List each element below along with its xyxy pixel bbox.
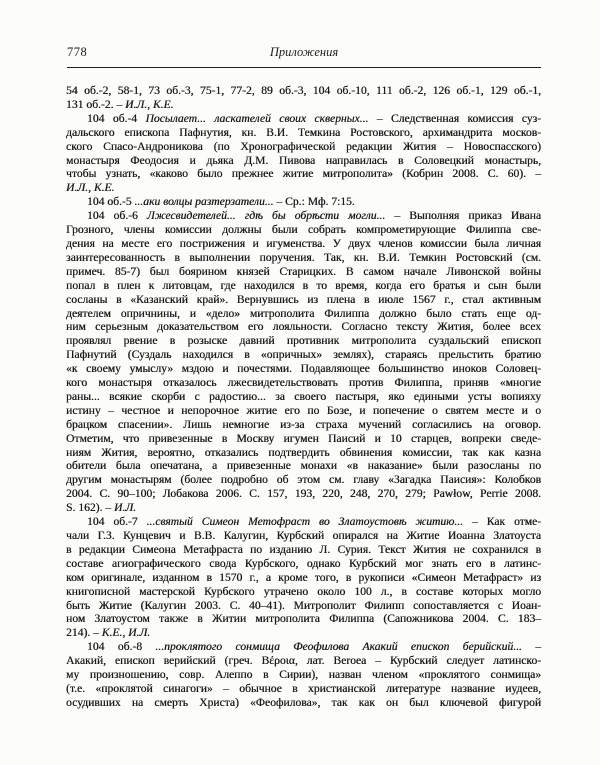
text-line <box>66 84 541 98</box>
text-line <box>66 251 541 265</box>
text-line <box>66 668 541 682</box>
text-line <box>66 473 541 487</box>
quoted-lemma: ...святый Симеон Метофраст во Златоустовѣ житию... <box>146 515 463 529</box>
text-line <box>66 432 541 446</box>
paragraph <box>66 112 541 195</box>
text-line <box>66 195 541 209</box>
text-line <box>66 181 541 195</box>
text-run: ном Златоустом также в Житии митрополита Филиппа (Сапожникова 2004. С. 183– <box>66 612 541 626</box>
text-line <box>66 362 541 376</box>
paragraph <box>66 640 541 710</box>
text-run: ского Спасо-Андроникова (по Хронографической редакции Жития – Новоспасского) <box>66 139 541 153</box>
text-line <box>66 626 541 640</box>
quoted-lemma: Посылает... ласкателей своих скверных... <box>145 111 369 125</box>
text-line <box>66 501 541 515</box>
text-line <box>66 515 541 529</box>
text-run: 104 об.-6 <box>87 209 147 223</box>
paragraph <box>66 84 541 112</box>
text-line <box>66 543 541 557</box>
text-run: попал в плен к литовцам, где находился в то время, когда его братья и сын были <box>66 278 541 292</box>
text-run: чали Г.З. Кунцевич и В.В. Калугин, Курбский опирался на Житие Иоанна Златоуста <box>66 529 541 542</box>
running-title: Приложения <box>269 45 339 59</box>
text-line <box>66 404 541 418</box>
text-run: 104 об.-7 <box>87 515 147 529</box>
quoted-lemma: И.Л. <box>114 501 137 515</box>
text-line <box>66 376 541 390</box>
text-run: 54 об.-2, 58-1, 73 об.-3, 75-1, 77-2, 89 об.-3, 104 об.-10, 111 об.-2, 126 об.-1, 129 об.-1, <box>66 84 541 97</box>
text-run: чтобы узнать, «каково было прежнее житие митрополита» (Кобрин 2008. С. 60). – <box>66 167 541 181</box>
text-line <box>66 126 541 140</box>
text-line <box>66 265 541 279</box>
text-line <box>66 154 541 168</box>
text-line <box>66 334 541 348</box>
quoted-lemma: К.Е., И.Л. <box>101 626 151 640</box>
text-run: – Выполняя приказ Ивана <box>385 209 541 223</box>
text-line <box>66 209 541 223</box>
text-run: 214). – <box>66 626 102 640</box>
text-line <box>66 487 541 501</box>
text-run: составе агиографического свода Курбского, однако Курбский мог знать его в латинс- <box>66 556 541 570</box>
quoted-lemma: ...проклятого сонмища Феофилова Акакий епископ берийский... <box>155 640 522 654</box>
quoted-lemma: И.Л., К.Е. <box>66 181 115 195</box>
paragraph <box>66 195 541 209</box>
text-run: осудивших на смерть Христа) «Феофилова», так как он был ключевой фигурой <box>66 695 541 709</box>
text-run: дальского епископа Пафнутия, кн. В.И. Темкина Ростовского, архимандрита москов- <box>66 125 541 139</box>
text-run: му произношению, совр. Алеппо в Сирии), назван членом «проклятого сонмища» <box>66 668 541 682</box>
text-run: 131 об.-2. – <box>66 97 126 111</box>
commentary-text <box>66 84 541 710</box>
text-run: ниям Жития, вероятно, отказались подтвердить обвинения комиссии, так как казна <box>66 445 541 459</box>
text-run: ним серьезным доказательством его лояльности. Согласно тексту Жития, более всех <box>66 320 541 334</box>
text-run: брацком спасении». Лишь немногие из-за страха мучений согласились на оговор. <box>66 417 541 431</box>
text-run: 2004. С. 90–100; Лобакова 2006. С. 157, 193, 220, 248, 270, 279; Pawłow, Perrie 2008. <box>66 487 541 501</box>
paragraph <box>66 209 541 515</box>
text-line <box>66 348 541 362</box>
text-run: Акакий, епископ верийский (греч. Βέροια, лат. Beroea – Курбский следует латинско- <box>66 654 541 668</box>
text-line <box>66 446 541 460</box>
text-run: заинтересованность в выполнении поручения. Так, кн. В.И. Темкин Ростовский (см. <box>66 250 541 264</box>
text-run: другим монастырям (более подробно об этом см. главу «Загадка Паисия»: Колобков <box>66 473 541 487</box>
text-line <box>66 167 541 181</box>
text-line <box>66 223 541 237</box>
text-run: обители была опечатана, а привезенные монахи «в наказание» были разосланы по <box>66 459 541 473</box>
text-run: примеч. 85-7) был боярином князей Старицких. В самом начале Ливонской войны <box>66 264 541 278</box>
text-line <box>66 599 541 613</box>
text-run: истину – честное и непорочное житие его по Бозе, и попечение о святем месте и о <box>66 403 541 417</box>
text-line <box>66 682 541 696</box>
text-run: «к своему умыслу» мздою и почестями. Подавляющее большинство иноков Соловец- <box>66 362 541 376</box>
text-line <box>66 293 541 307</box>
text-run: S. 162). – <box>66 501 114 515</box>
text-line <box>66 237 541 251</box>
text-line <box>66 571 541 585</box>
text-run: (т.е. «проклятой синагоги» – обычное в христианской литературе название иудеев, <box>66 681 541 695</box>
text-line <box>66 585 541 599</box>
text-line <box>66 696 541 710</box>
quoted-lemma: ...аки волцы разтерзатели... <box>134 195 274 209</box>
text-run: в редакции Симеона Метафраста по изданию Л. Сурия. Текст Жития не сохранился в <box>66 542 541 556</box>
text-run: – Ср.: Мф. 7:15. <box>273 195 355 209</box>
text-run: книгописной мастерской Курбского утрачено около 100 л., в составе которых могло <box>66 584 541 598</box>
page-header <box>67 45 541 63</box>
paragraph <box>66 515 541 640</box>
text-line <box>66 279 541 293</box>
text-run: деятелем опричнины, и «дело» митрополита Филиппа должно было стать еще од- <box>66 306 541 320</box>
quoted-lemma: Лжесвидетелей... гдѣ бы обрѣсти могли... <box>146 209 386 223</box>
text-run: 104 об.-8 <box>87 640 156 654</box>
text-run: кого монастыря отказалось лжесвидетельствовать против Филиппа, приняв «многие <box>66 376 541 390</box>
text-run: – <box>521 640 541 654</box>
text-line <box>66 140 541 154</box>
text-run: монастыря Феодосия и дьяка Д.М. Пивова направилась в Соловецкий монастырь, <box>66 153 541 167</box>
text-run: 104 об.-4 <box>87 111 146 125</box>
text-run: – Следственная комиссия суз- <box>368 111 541 125</box>
text-line <box>66 390 541 404</box>
text-line <box>66 98 541 112</box>
text-run: 104 об.-5 <box>87 195 135 209</box>
text-line <box>66 459 541 473</box>
text-run: сосланы в «Казанский край». Вернувшись из плена в июле 1567 г., стал активным <box>66 292 541 306</box>
text-run: Отметим, что привезенные в Москву игумен Паисий и 10 старцев, вопреки сведе- <box>66 431 541 445</box>
text-run: проявлял рвение в розыске давний противник митрополита суздальский епископ <box>66 334 541 348</box>
text-run: ком оригинале, изданном в 1570 г., а кроме того, в рукописи «Симеон Метафраст» из <box>66 570 541 584</box>
text-run: быть Житие (Калугин 2003. С. 40–41). Митрополит Филипп сопоставляется с Иоан- <box>66 598 541 612</box>
text-line <box>66 557 541 571</box>
text-line <box>66 529 541 543</box>
page-number: 778 <box>67 45 88 59</box>
text-run: Пафнутий (Суздаль находился в «опричных» землях), стараясь прельстить братию <box>66 348 541 362</box>
text-run: дения на месте его пострижения и игуменства. У двух членов комиссии была личная <box>66 236 541 250</box>
header-rule <box>67 67 541 68</box>
text-line <box>66 418 541 432</box>
text-line <box>66 320 541 334</box>
text-line <box>66 307 541 321</box>
text-line <box>66 640 541 654</box>
text-run: Грозного, члены комиссии должны были собрать компрометирующие Филиппа све- <box>66 223 541 237</box>
text-line <box>66 612 541 626</box>
quoted-lemma: И.Л., К.Е. <box>125 97 174 111</box>
text-run: – Как отме- <box>462 515 541 529</box>
text-line <box>66 112 541 126</box>
text-run: раны... всякие скорби с радостию... за своего пастыря, яко едиными усты вопияху <box>66 389 541 403</box>
text-line <box>66 654 541 668</box>
